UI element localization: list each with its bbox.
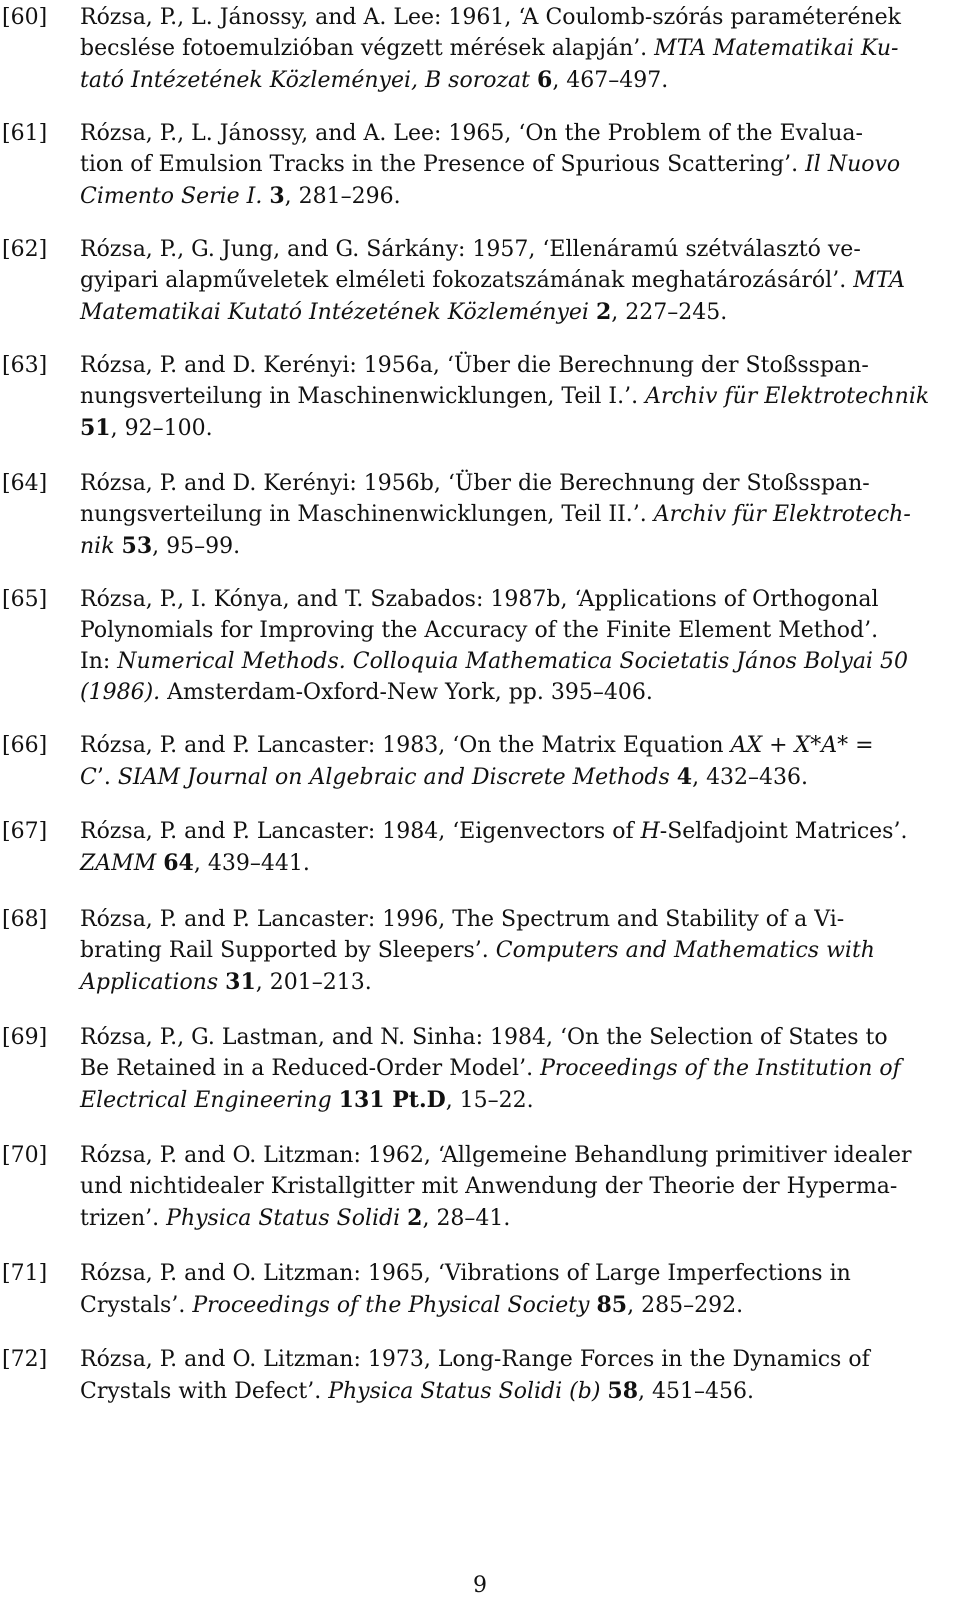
reference-line bbox=[80, 499, 911, 531]
reference-text: Be Retained in a Reduced-Order Model’. bbox=[80, 1056, 541, 1081]
volume-number: 85 bbox=[596, 1292, 628, 1318]
reference-line bbox=[80, 966, 372, 999]
reference-text: Rózsa, P. and O. Litzman: 1962, ‘Allgemeine Behandlung primitiver idealer bbox=[80, 1143, 912, 1168]
source-title: SIAM Journal on Algebraic and Discrete Methods bbox=[117, 765, 677, 790]
source-title: (1986). bbox=[80, 680, 161, 705]
reference-text: , 432–436. bbox=[692, 765, 809, 790]
reference-number: [60] bbox=[2, 5, 48, 30]
reference-text: -Selfadjoint Matrices’. bbox=[659, 819, 908, 844]
reference-text: nungsverteilung in Maschinenwicklungen, Teil II.’. bbox=[80, 502, 654, 527]
reference-text: Crystals with Defect’. bbox=[80, 1379, 329, 1404]
page-number: 9 bbox=[473, 1573, 487, 1598]
reference-line bbox=[80, 265, 905, 297]
reference-line bbox=[80, 584, 879, 616]
reference-number: [63] bbox=[2, 353, 48, 378]
reference-text: , 451–456. bbox=[638, 1379, 755, 1404]
reference-number: [69] bbox=[2, 1025, 48, 1050]
reference-text: Amsterdam-Oxford-New York, pp. 395–406. bbox=[160, 680, 653, 705]
math-symbol: A bbox=[821, 733, 838, 758]
reference-line bbox=[80, 1375, 754, 1408]
source-title: Matematikai Kutató Intézetének Közleményei bbox=[80, 300, 596, 325]
reference-text: Rózsa, P., G. Lastman, and N. Sinha: 1984, ‘On the Selection of States to bbox=[80, 1025, 888, 1050]
reference-text: , 227–245. bbox=[611, 300, 728, 325]
math-symbol: X bbox=[794, 733, 811, 758]
reference-line bbox=[80, 816, 907, 848]
reference-text: , 95–99. bbox=[152, 534, 241, 559]
reference-number: [65] bbox=[2, 587, 48, 612]
reference-line bbox=[80, 1053, 901, 1085]
source-title: Electrical Engineering bbox=[80, 1088, 339, 1113]
reference-text: gyipari alapműveletek elméleti fokozatszámának meghatározásáról’. bbox=[80, 268, 854, 293]
source-title: Applications bbox=[80, 970, 226, 995]
reference-number: [61] bbox=[2, 121, 48, 146]
reference-text: , 201–213. bbox=[255, 970, 372, 995]
reference-line bbox=[80, 296, 727, 329]
reference-text: nungsverteilung in Maschinenwicklungen, Teil I.’. bbox=[80, 384, 646, 409]
reference-number: [70] bbox=[2, 1143, 48, 1168]
source-title: MTA Matematikai Ku- bbox=[654, 36, 899, 61]
volume-number: 64 bbox=[163, 850, 194, 876]
volume-number: 2 bbox=[595, 299, 612, 325]
math-symbol: AX bbox=[730, 733, 763, 758]
reference-number: [66] bbox=[2, 733, 48, 758]
reference-text: , 281–296. bbox=[284, 184, 401, 209]
volume-number: 4 bbox=[676, 764, 693, 790]
reference-text: * bbox=[810, 733, 822, 758]
reference-number: [64] bbox=[2, 471, 48, 496]
volume-number: 58 bbox=[607, 1378, 639, 1404]
reference-number: [68] bbox=[2, 907, 48, 932]
reference-line bbox=[80, 1344, 870, 1376]
reference-number: [71] bbox=[2, 1261, 48, 1286]
reference-line bbox=[80, 468, 870, 500]
source-title: nik bbox=[80, 534, 122, 559]
reference-text: Rózsa, P. and O. Litzman: 1973, Long-Range Forces in the Dynamics of bbox=[80, 1347, 870, 1372]
reference-text: , 439–441. bbox=[193, 851, 310, 876]
reference-text: , 28–41. bbox=[422, 1206, 511, 1231]
source-title: Archiv für Elektrotechnik bbox=[645, 384, 930, 409]
reference-text: Polynomials for Improving the Accuracy of the Finite Element Method’. bbox=[80, 618, 879, 643]
source-title: Proceedings of the Physical Society bbox=[192, 1293, 597, 1318]
reference-line bbox=[80, 149, 900, 181]
reference-text: , 15–22. bbox=[445, 1088, 534, 1113]
source-title: Proceedings of the Institution of bbox=[540, 1056, 901, 1081]
reference-text: tion of Emulsion Tracks in the Presence of Spurious Scattering’. bbox=[80, 152, 806, 177]
reference-text: ’. bbox=[96, 765, 118, 790]
reference-text: becslése fotoemulzióban végzett mérések alapján’. bbox=[80, 36, 655, 61]
math-symbol: C bbox=[80, 765, 97, 790]
reference-text: Rózsa, P. and P. Lancaster: 1984, ‘Eigenvectors of bbox=[80, 819, 641, 844]
reference-number: [62] bbox=[2, 237, 48, 262]
reference-line bbox=[80, 1258, 851, 1290]
volume-number: 3 bbox=[269, 183, 285, 209]
reference-line bbox=[80, 180, 401, 213]
source-title: tató Intézetének Közleményei, B sorozat bbox=[80, 68, 537, 93]
reference-line bbox=[80, 2, 901, 34]
source-title: Computers and Mathematics with bbox=[495, 938, 875, 963]
source-title: ZAMM bbox=[80, 851, 164, 876]
reference-line bbox=[80, 1202, 510, 1235]
reference-text: = bbox=[848, 733, 874, 758]
volume-number: 131 Pt.D bbox=[338, 1087, 446, 1113]
reference-text: Rózsa, P. and D. Kerényi: 1956b, ‘Über die Berechnung der Stoßsspan- bbox=[80, 471, 870, 496]
source-title: Physica Status Solidi (b) bbox=[328, 1379, 608, 1404]
math-symbol: H bbox=[640, 819, 660, 844]
reference-text: und nichtidealer Kristallgitter mit Anwendung der Theorie der Hyperma- bbox=[80, 1174, 898, 1199]
reference-number: [67] bbox=[2, 819, 48, 844]
reference-text: * bbox=[837, 733, 849, 758]
reference-text: Rózsa, P. and D. Kerényi: 1956a, ‘Über die Berechnung der Stoßsspan- bbox=[80, 353, 869, 378]
reference-text: In: bbox=[80, 649, 118, 674]
reference-line bbox=[80, 646, 908, 678]
reference-text: trizen’. bbox=[80, 1206, 167, 1231]
reference-line bbox=[80, 730, 874, 762]
reference-text: Crystals’. bbox=[80, 1293, 193, 1318]
volume-number: 53 bbox=[121, 533, 153, 559]
reference-text: Rózsa, P. and P. Lancaster: 1996, The Spectrum and Stability of a Vi- bbox=[80, 907, 845, 932]
reference-text: , 285–292. bbox=[627, 1293, 744, 1318]
reference-text: brating Rail Supported by Sleepers’. bbox=[80, 938, 496, 963]
reference-line bbox=[80, 234, 861, 266]
reference-text: , 92–100. bbox=[110, 416, 213, 441]
source-title: MTA bbox=[853, 268, 906, 293]
reference-text: Rózsa, P. and O. Litzman: 1965, ‘Vibrations of Large Imperfections in bbox=[80, 1261, 851, 1286]
reference-text: + bbox=[762, 733, 795, 758]
reference-line bbox=[80, 615, 878, 647]
reference-line bbox=[80, 1171, 897, 1203]
reference-text: Rózsa, P., L. Jánossy, and A. Lee: 1965, ‘On the Problem of the Evalua- bbox=[80, 121, 863, 146]
reference-line bbox=[80, 935, 875, 967]
reference-text: Rózsa, P., I. Kónya, and T. Szabados: 1987b, ‘Applications of Orthogonal bbox=[80, 587, 879, 612]
reference-text: Rózsa, P., G. Jung, and G. Sárkány: 1957, ‘Ellenáramú szétválasztó ve- bbox=[80, 237, 861, 262]
reference-number: [72] bbox=[2, 1347, 48, 1372]
reference-text: Rózsa, P., L. Jánossy, and A. Lee: 1961, ‘A Coulomb-szórás paraméterének bbox=[80, 5, 902, 30]
source-title: Numerical Methods. Colloquia Mathematica Societatis János Bolyai 50 bbox=[117, 649, 908, 674]
source-title: Il Nuovo bbox=[805, 152, 901, 177]
reference-line bbox=[80, 64, 668, 97]
source-title: Cimento Serie I. bbox=[80, 184, 270, 209]
reference-line bbox=[80, 1022, 888, 1054]
reference-text: , 467–497. bbox=[552, 68, 669, 93]
reference-line bbox=[80, 761, 808, 794]
reference-line bbox=[80, 350, 869, 382]
reference-line bbox=[80, 847, 310, 880]
reference-line bbox=[80, 412, 213, 445]
volume-number: 6 bbox=[537, 67, 553, 93]
reference-line bbox=[80, 381, 929, 413]
source-title: Physica Status Solidi bbox=[166, 1206, 408, 1231]
volume-number: 51 bbox=[80, 415, 111, 441]
reference-line bbox=[80, 530, 240, 563]
reference-line bbox=[80, 1140, 912, 1172]
volume-number: 2 bbox=[407, 1205, 423, 1231]
reference-line bbox=[80, 677, 653, 709]
source-title: Archiv für Elektrotech- bbox=[653, 502, 911, 527]
reference-line bbox=[80, 1289, 743, 1322]
reference-line bbox=[80, 1084, 534, 1117]
reference-line bbox=[80, 33, 898, 65]
volume-number: 31 bbox=[225, 969, 256, 995]
reference-line bbox=[80, 904, 844, 936]
reference-line bbox=[80, 118, 863, 150]
reference-text: Rózsa, P. and P. Lancaster: 1983, ‘On the Matrix Equation bbox=[80, 733, 731, 758]
